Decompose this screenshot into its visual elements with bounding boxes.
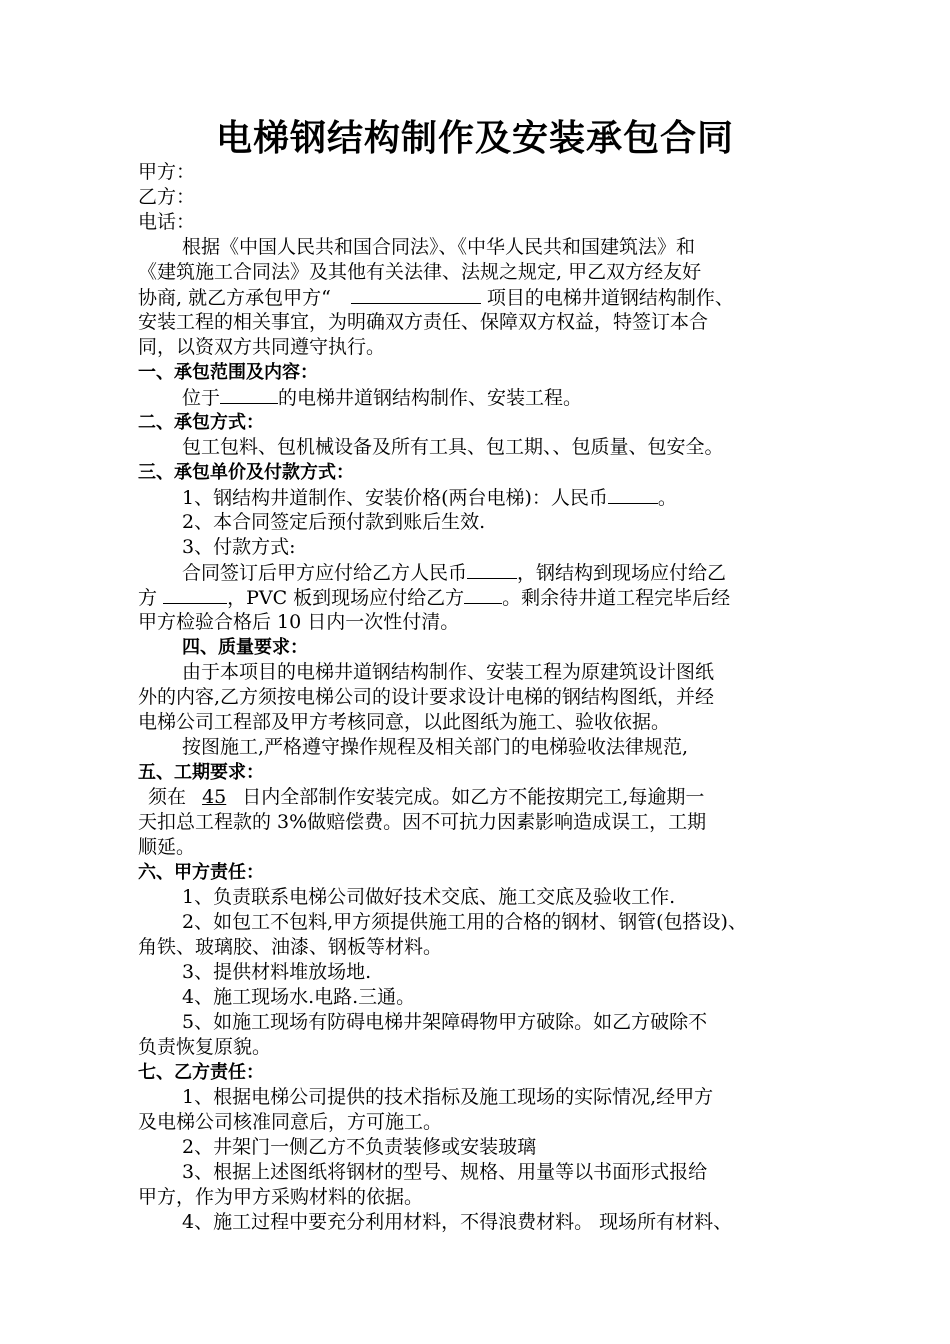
intro-line: 同，以资双方共同遵守执行。 (138, 336, 386, 358)
schedule-line: 天扣总工程款的 3%做赔偿费。因不可抗力因素影响造成误工，工期 (138, 811, 707, 833)
payment-method-line: 3、付款方式: (182, 536, 296, 558)
party-b-duty: 及电梯公司核准同意后，方可施工。 (138, 1111, 443, 1133)
scope-line (138, 385, 828, 410)
intro-line: 根据《中国人民共和国合同法》、《中华人民共和国建筑法》和 (182, 236, 696, 258)
document-title: 电梯钢结构制作及安装承包合同 (215, 118, 734, 159)
payment-line: 甲方检验合格后 10 日内一次性付清。 (138, 611, 460, 633)
scope-text: 的电梯井道钢结构制作、安装工程。 (278, 387, 583, 409)
intro-line: 《建筑施工合同法》及其他有关法律、法规之规定, 甲乙双方经友好 (138, 261, 702, 283)
party-a-duty: 4、施工现场水.电路.三通。 (182, 986, 416, 1008)
payment-blank (467, 560, 517, 579)
schedule-line (138, 785, 828, 810)
party-a-label: 甲方： (138, 161, 196, 183)
price-blank (608, 485, 658, 504)
intro-line (138, 285, 828, 310)
phone-label: 电话： (138, 211, 196, 233)
price-text: 1、钢结构井道制作、安装价格(两台电梯)：人民币 (182, 487, 608, 509)
contract-mode-text: 包工包料、包机械设备及所有工具、包工期、、包质量、包安全。 (182, 436, 724, 458)
party-b-duty: 2、井架门一侧乙方不负责装修或安装玻璃 (182, 1136, 537, 1158)
party-b-duty: 4、施工过程中要充分利用材料，不得浪费材料。 现场所有材料、 (182, 1211, 733, 1233)
intro-text: 项目的电梯井道钢结构制作、 (486, 287, 734, 309)
schedule-line: 顺延。 (138, 836, 196, 858)
quality-line: 按图施工,严格遵守操作规程及相关部门的电梯验收法律规范, (182, 736, 689, 758)
section-heading: 三、承包单价及付款方式： (138, 462, 354, 483)
price-line (138, 485, 828, 510)
payment-text: ，钢结构到现场应付给乙 (517, 562, 727, 584)
quality-line: 电梯公司工程部及甲方考核同意，以此图纸为施工、验收依据。 (138, 711, 671, 733)
intro-line: 安装工程的相关事宜，为明确双方责任、保障双方权益，特签订本合 (138, 311, 709, 333)
section-heading: 二、承包方式： (138, 412, 264, 433)
section-heading: 五、工期要求： (138, 762, 264, 783)
party-a-duty: 5、如施工现场有防碍电梯井架障碍物甲方破除。如乙方破除不 (182, 1011, 708, 1033)
payment-text: 合同签订后甲方应付给乙方人民币 (182, 562, 468, 584)
payment-line (138, 560, 828, 585)
party-a-duty: 负责恢复原貌。 (138, 1036, 272, 1058)
party-b-duty: 甲方，作为甲方采购材料的依据。 (138, 1186, 424, 1208)
location-blank (220, 385, 278, 404)
schedule-text: 日内全部制作安装完成。如乙方不能按期完工,每逾期一 (242, 786, 705, 808)
party-b-label: 乙方： (138, 186, 196, 208)
effective-line: 2、本合同签定后预付款到账后生效. (182, 511, 486, 533)
payment-line (138, 585, 828, 610)
quality-line: 由于本项目的电梯井道钢结构制作、安装工程为原建筑设计图纸 (182, 661, 715, 683)
contract-body (138, 160, 828, 1235)
section-heading: 一、承包范围及内容： (138, 362, 318, 383)
intro-text: 协商, 就乙方承包甲方“ (138, 287, 331, 309)
quality-line: 外的内容,乙方须按电梯公司的设计要求设计电梯的钢结构图纸，并经 (138, 686, 715, 708)
party-a-duty: 1、负责联系电梯公司做好技术交底、施工交底及验收工作. (182, 886, 676, 908)
payment-text: 方 (138, 587, 158, 609)
party-b-duty: 1、根据电梯公司提供的技术指标及施工现场的实际情况,经甲方 (182, 1086, 714, 1108)
section-heading: 七、乙方责任： (138, 1062, 264, 1083)
scope-text: 位于 (182, 387, 221, 409)
party-a-duty: 角铁、玻璃胶、油漆、钢板等材料。 (138, 936, 443, 958)
schedule-text: 须在 (148, 786, 187, 808)
price-text: 。 (657, 487, 677, 509)
project-name-blank (351, 285, 481, 304)
days-value: 45 (202, 786, 227, 808)
party-b-duty: 3、根据上述图纸将钢材的型号、规格、用量等以书面形式报给 (182, 1161, 708, 1183)
payment-blank (464, 585, 502, 604)
payment-blank (163, 585, 227, 604)
party-a-duty: 3、提供材料堆放场地. (182, 961, 372, 983)
payment-text: ，PVC 板到现场应付给乙方 (227, 587, 465, 609)
section-heading: 四、质量要求： (182, 637, 308, 658)
payment-text: 。剩余待井道工程完毕后经 (502, 587, 731, 609)
section-heading: 六、甲方责任： (138, 862, 264, 883)
party-a-duty: 2、如包工不包料,甲方须提供施工用的合格的钢材、钢管(包搭设)、 (182, 911, 747, 933)
